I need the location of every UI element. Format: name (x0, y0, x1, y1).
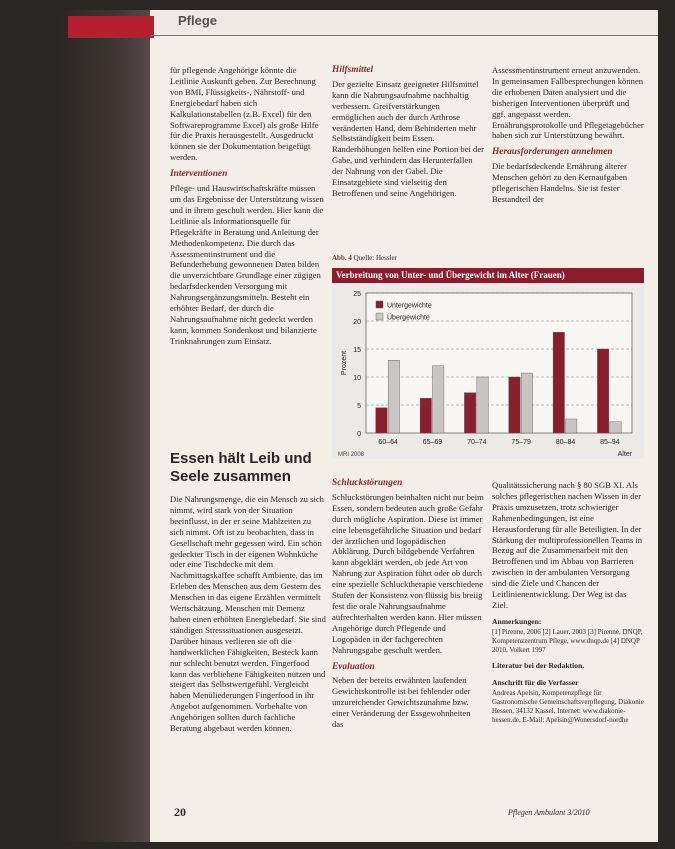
bar-untergewicht (553, 332, 564, 433)
col2-subhead-evaluation: Evaluation (332, 661, 375, 672)
col2-evaluation-paragraph: Neben der bereits erwähnten laufenden Gewichtskontrolle ist bei fehlender oder unzureichender Gewichtszunahme bzw. einer Veränderung der Essgewohnheiten das (332, 675, 471, 730)
notes-text: [1] Pirenne, 2006 [2] Lauer, 2003 [3] Pirenne, DNQP, Kompetenzzentrum Pflege, www.dnqp.de [4] DNQP 2010, Volkert 1997 (492, 627, 643, 654)
header-band (150, 10, 658, 32)
figure-label (332, 254, 397, 262)
col2-subhead-schluck: Schluckstörungen (332, 478, 403, 488)
legend-label: Untergewichte (387, 302, 432, 310)
author-text: Andreas Apelsin, Kompetenzpflege für Gastronomische Gemeinschaftsverpflegung, Diakonie Hessen, 34132 Kassel, Internet: www.diakonie-hessen.de, E-Mail: Apelsin@Wonersdorf-nordhe (492, 688, 644, 724)
bar-uebergewicht (477, 377, 488, 433)
y-tick-label: 0 (357, 431, 361, 438)
bar-untergewicht (597, 349, 608, 433)
bar-untergewicht (376, 408, 387, 433)
col3-intro-paragraph: Assessmentinstrument erneut anzuwenden. In gemeinsamen Fallbesprechungen können die erhobenen Daten analysiert und die bisherigen Interventionen überprüft und ggf. angepasst werden. Ernährungsprotokolle und Pflegetagebücher haben sich zur Unterstützung bewährt. (492, 65, 644, 141)
figure-source: Quelle: Hessler (353, 254, 397, 262)
bar-uebergewicht (566, 419, 577, 433)
bar-chart (332, 283, 644, 459)
header-accent (68, 16, 154, 38)
section-heading: Essen hält Leib und Seele zusammen (170, 450, 312, 485)
figure-chart (332, 254, 644, 459)
bar-uebergewicht (433, 366, 444, 433)
legend-swatch (376, 301, 383, 308)
chart-title: Verbreitung von Unter- und Übergewicht im Alter (Frauen) (332, 268, 644, 283)
column-1-lower (170, 450, 326, 734)
chart-source-note: MRI 2008 (338, 452, 365, 458)
bar-uebergewicht (610, 422, 621, 433)
literature-note: Literatur bei der Redaktion. (492, 660, 585, 670)
bar-uebergewicht (388, 360, 399, 433)
col2-schluck-paragraph: Schluckstörungen beinhalten nicht nur beim Essen, sondern bedeuten auch große Gefahr durch mögliche Aspiration. Diese ist immer eine lebensgefährliche Situation und bedarf der ärztlichen und logopädischen Abklärung. Durch bildgebende Verfahren kann abgeklärt werden, ob jede Art von Nahrung zur Aspiration führt oder ob durch eine spezielle Schlucktherapie verschiedene Stufen der Konsistenz von flüssig bis breiig fest die orale Nahrungsaufnahme aufrechterhalten werden kann. Hier müssen Angehörige durch Pflegende und Logopäden in der fachgerechten Nahrungsgabe geschult werden. (332, 491, 484, 655)
bar-untergewicht (509, 377, 520, 433)
col3-herausforderungen-paragraph: Die bedarfsdeckende Ernährung älterer Menschen gehört zu den Kernaufgaben pflegerischen Handelns. Sie ist fester Bestandteil der (492, 161, 628, 204)
col2-hilfsmittel-paragraph: Der gezielte Einsatz geeigneter Hilfsmittel kann die Nahrungsaufnahme nachhaltig verbessern. Greifverstärkungen ermöglichen auch der durch Arthrose veränderten Hand, dem Behinderten mehr Selbstständigkeit beim Essen. Randerhöhungen helfen eine Portion bei der Gabe, und verhindern das Herunterfallen der Nahrung von der Gabel. Die Einsatzgebiete sind vielseitig den Betroffenen und seine Angehörigen. (332, 78, 485, 198)
y-tick-label: 10 (353, 375, 361, 382)
y-tick-label: 20 (353, 319, 361, 326)
legend-label: Übergewichte (387, 314, 430, 322)
col1-subhead-interventionen: Interventionen (170, 169, 228, 180)
scan-edge (60, 10, 150, 842)
y-tick-label: 25 (353, 291, 361, 298)
x-tick-label: 70–74 (467, 439, 487, 446)
col3-quality-paragraph: Qualitätssicherung nach § 80 SGB XI. Als solches pflegerischen nachen Wissen in der Praxis umzusetzen, trotz schwieriger Rahmenbedingungen, ist eine Herausforderung für alle Beteiligten. In der Stärkung der multiprofessionellen Teams in Bezug auf die Zusammenarbeit mit den Betroffenen und im Abbau von Barrieren zwischen in der ambulanten Versorgung sind die Ziele und Chancen der Leitlinienentwicklung. Der Weg ist das Ziel. (492, 480, 643, 610)
column-2 (332, 65, 484, 199)
x-tick-label: 65–69 (422, 439, 443, 446)
col1-essen-paragraph: Die Nahrungsmenge, die ein Mensch zu sich nimmt, wird stark von der Situation beeinflusst, in der er seine Mahlzeiten zu sich nimmt. Oft ist zu beobachten, dass in Gesellschaft mehr gegessen wird. Ein schön gedeckter Tisch in der eigenen Wohnküche oder eine Tischdecke mit dem Nachmittagskaffee schafft Ambiente, das im Erleben des Menschen aus dem Gestern des Menschen in das eigene Erzählen vermittelt Wertschätzung. Menschen mit Demenz haben einen erhöhten Energiebedarf. Sie sind ständigen Stresssituationen ausgesetzt. Darüber hinaus verlieren sie oft die handwerklichen Fähigkeiten, Besteck kann nur schlecht benutzt werden. Fingerfood kann das verbliebene Fähigkeiten nutzen und steigert das Selbstwertgefühl. Vergleicht haben Menüliederungen Fingerfood in ihr Angebot aufgenommen. Vorbehalte von Angehörigen sollten durch fachliche Beratung abgebaut werden können. (170, 494, 326, 734)
document-page (150, 10, 658, 842)
header-rule (150, 35, 658, 36)
x-axis-label: Alter (617, 451, 632, 458)
column-2-lower (332, 472, 484, 730)
legend-swatch (376, 313, 383, 320)
y-tick-label: 15 (353, 347, 361, 354)
x-tick-label: 80–84 (555, 439, 576, 446)
x-tick-label: 60–64 (378, 439, 398, 446)
col2-subhead-hilfsmittel: Hilfsmittel (332, 65, 374, 75)
bar-uebergewicht (521, 373, 532, 433)
col3-subhead-herausforderungen: Herausforderungen annehmen (492, 147, 613, 158)
y-axis-label: Prozent (341, 350, 348, 376)
col1-intro-paragraph: für pflegende Angehörige könnte die Leitlinie Auskunft geben. Zur Berechnung von BMI, Flüssigkeits-, Nährstoff- und Energiebedarf haben sich Kalkulationstabellen (z.B. Excel) für den Softwareprogramme Excel) als große Hilfe für die Praxis herausgestellt. Ausgedruckt können sie der Dokumentation beigefügt werden. (170, 65, 319, 163)
column-3-lower (492, 480, 644, 725)
page-section-title: Pflege (178, 13, 218, 28)
column-3 (492, 65, 644, 205)
figure-number: Abb. 4 (332, 254, 352, 262)
y-tick-label: 5 (357, 403, 361, 410)
author-title: Anschrift für die Verfasser (492, 677, 579, 687)
bar-untergewicht (420, 398, 431, 433)
x-tick-label: 85–94 (600, 439, 620, 446)
notes-title: Anmerkungen: (492, 616, 542, 626)
journal-name: Pflegen Ambulant 3/2010 (508, 808, 590, 817)
bar-untergewicht (464, 393, 475, 433)
column-1 (170, 65, 326, 347)
x-tick-label: 75–79 (511, 439, 531, 446)
page-number: 20 (174, 805, 186, 819)
col1-interventionen-paragraph: Pflege- und Hauswirtschaftskräfte müssen um das Ergebnisse der Unterstützung wissen und in ihrem geschult werden. Hier kann die Leitlinie als Informationsquelle für Pflegekräfte in Beratung und Anleitung der Methodenkompetenz. Die durch das Assessmentinstrument und die Befunderhebung gewonnenen Daten bilden die unverzichtbare Grundlage einer zügigen bedarfsdeckenden Versorgung mit Nahrungsergänzungsmitteln. Besteht ein erhöhter Bedarf, der durch die Nahrungsaufnahme nicht gedeckt werden kann, kommen Sondenkost und bilanzierte Trinknahrungen zum Einsatz. (170, 183, 324, 346)
